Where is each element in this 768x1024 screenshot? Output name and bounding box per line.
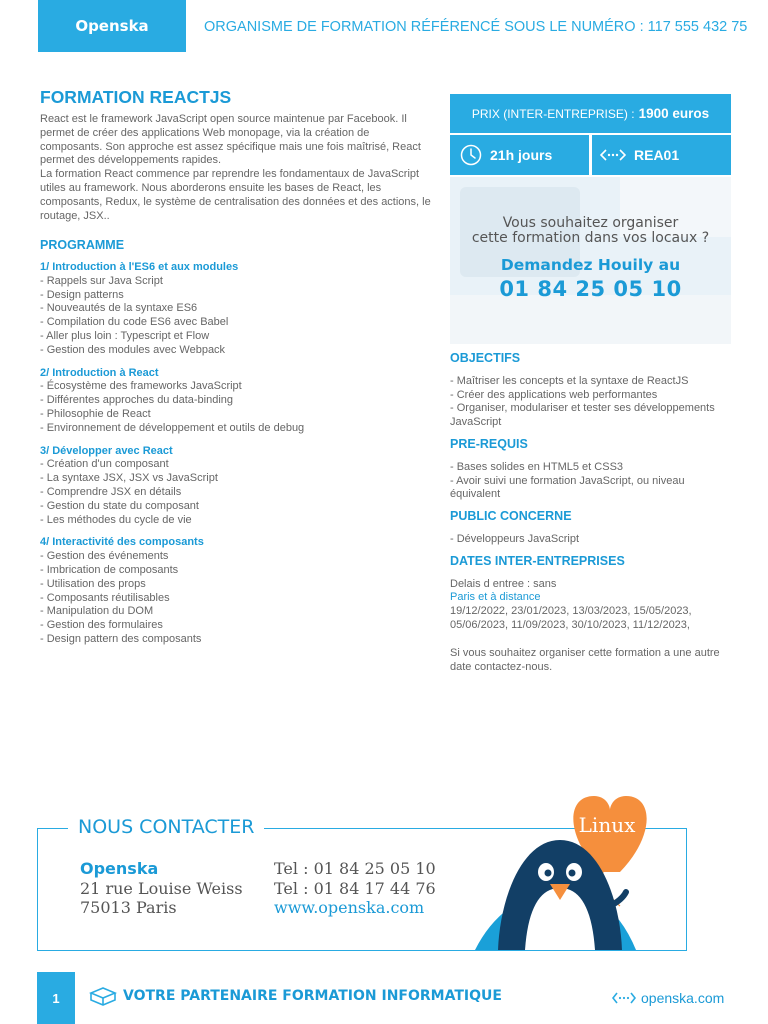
price-banner — [450, 94, 731, 133]
module-item: - Design patterns — [40, 288, 124, 301]
programme-module — [40, 261, 430, 358]
module-item: - Nouveautés de la syntaxe ES6 — [40, 302, 198, 315]
price-label: PRIX (INTER-ENTREPRISE) : — [471, 106, 635, 121]
programme-module — [40, 367, 430, 436]
module-title: 3/ Développer avec React — [40, 444, 173, 457]
module-item: - Rappels sur Java Script — [40, 274, 163, 287]
module-item: - Aller plus loin : Typescript et Flow — [40, 329, 210, 342]
promo-ask: Demandez Houily au — [500, 256, 681, 274]
promo-question-line: cette formation dans vos locaux ? — [471, 230, 710, 246]
course-intro — [40, 113, 432, 223]
prerequisites-list — [450, 461, 734, 502]
brand-logo[interactable] — [38, 0, 186, 52]
objective-item: - Organiser, modulariser et tester ses développements JavaScript — [450, 402, 715, 429]
course-code-box — [592, 135, 731, 175]
module-title: 4/ Interactivité des composants — [40, 536, 204, 549]
entry-delay: Delais d entree : sans — [450, 577, 557, 590]
balloon-label: Linux — [578, 813, 636, 837]
objectives-heading: OBJECTIFS — [450, 351, 521, 365]
objective-item: - Créer des applications web performantes — [450, 388, 658, 401]
footer-site-link[interactable] — [612, 990, 724, 1006]
dates-block — [450, 578, 734, 675]
audience-heading: PUBLIC CONCERNE — [450, 509, 572, 524]
course-details — [450, 352, 734, 682]
dates-heading: DATES INTER-ENTREPRISES — [450, 553, 625, 568]
module-item: - Imbrication de composants — [40, 563, 179, 576]
duration-value: 21h jours — [490, 147, 553, 163]
code-arrows-icon — [612, 992, 636, 1004]
module-item: - Les méthodes du cycle de vie — [40, 513, 192, 526]
module-item: - Environnement de développement et outils de debug — [40, 421, 305, 434]
intro-paragraph: React est le framework JavaScript open source maintenue par Facebook. Il permet de créer des applications Web monopage, via la création de composants. Son approche est assez spécifique mais une fois maîtrisé, React permet des développements rapides. — [40, 113, 421, 167]
brand-name: Openska — [75, 17, 149, 35]
objective-item: - Maîtriser les concepts et la syntaxe de ReactJS — [450, 374, 689, 387]
contact-city: 75013 Paris — [80, 898, 177, 917]
course-title: FORMATION REACTJS — [40, 87, 232, 107]
programme-module — [40, 445, 430, 528]
prerequisites-heading: PRE-REQUIS — [450, 436, 528, 451]
price-value: 1900 euros — [638, 106, 710, 121]
module-item: - Design pattern des composants — [40, 632, 202, 645]
course-code: REA01 — [634, 147, 680, 163]
module-item: - Comprendre JSX en détails — [40, 485, 182, 498]
promo-question — [450, 216, 731, 246]
promo-background-shape — [450, 295, 731, 344]
contact-phone[interactable]: Tel : 01 84 25 05 10 — [274, 859, 436, 878]
page-number — [37, 972, 75, 1024]
module-item: - Différentes approches du data-binding — [40, 394, 234, 407]
module-item: - Utilisation des props — [40, 577, 146, 590]
prerequisite-item: - Bases solides en HTML5 et CSS3 — [450, 460, 624, 473]
module-item: - Compilation du code ES6 avec Babel — [40, 316, 229, 329]
module-item: - Manipulation du DOM — [40, 605, 154, 618]
module-item: - Écosystème des frameworks JavaScript — [40, 380, 242, 393]
contact-phones — [274, 859, 436, 918]
module-item: - La syntaxe JSX, JSX vs JavaScript — [40, 472, 218, 485]
clock-icon — [460, 144, 482, 166]
module-item: - Gestion des événements — [40, 550, 169, 563]
promo-phone[interactable]: 01 84 25 05 10 — [499, 277, 682, 301]
contact-phone[interactable]: Tel : 01 84 17 44 76 — [274, 878, 436, 898]
intro-paragraph: La formation React commence par reprendre les fondamentaux de JavaScript utiles au framework. Nous aborderons ensuite les bases de React, les composants, Redux, le système de centralisation des données et des actions, le routage, JSX.. — [40, 168, 431, 222]
on-site-promo — [450, 177, 731, 344]
programme-list — [40, 261, 430, 656]
footer-slogan: VOTRE PARTENAIRE FORMATION INFORMATIQUE — [123, 988, 502, 1004]
code-arrows-icon — [600, 148, 626, 162]
module-item: - Composants réutilisables — [40, 591, 170, 604]
blocks-icon — [89, 987, 117, 1007]
registration-number: ORGANISME DE FORMATION RÉFÉRENCÉ SOUS LE NUMÉRO : 117 555 432 75 — [204, 19, 748, 35]
footer-site-text: openska.com — [641, 990, 725, 1006]
contact-street: 21 rue Louise Weiss — [80, 878, 243, 898]
module-item: - Philosophie de React — [40, 407, 151, 420]
programme-module — [40, 536, 430, 646]
module-item: - Gestion du state du composant — [40, 499, 199, 512]
dates-list: 19/12/2022, 23/01/2023, 13/03/2023, 15/05/2023, 05/06/2023, 11/09/2023, 30/10/2023, 11/12/2023, — [450, 605, 692, 631]
duration-box — [450, 135, 589, 175]
audience-item: - Développeurs JavaScript — [450, 532, 580, 545]
module-item: - Création d'un composant — [40, 458, 169, 471]
dates-location: Paris et à distance — [450, 591, 541, 604]
page-number-value: 1 — [52, 990, 60, 1006]
contact-company: Openska — [80, 859, 159, 878]
contact-title: NOUS CONTACTER — [68, 816, 264, 838]
objectives-list — [450, 375, 734, 430]
audience-list — [450, 533, 734, 547]
prerequisite-item: - Avoir suivi une formation JavaScript, ou niveau équivalent — [450, 474, 685, 501]
module-title: 1/ Introduction à l'ES6 et aux modules — [40, 261, 239, 273]
contact-website-link[interactable]: www.openska.com — [274, 898, 425, 917]
contact-address — [80, 859, 243, 918]
promo-question-line: Vous souhaitez organiser — [502, 215, 679, 231]
module-title: 2/ Introduction à React — [40, 366, 159, 379]
programme-heading: PROGRAMME — [40, 238, 125, 252]
module-item: - Gestion des modules avec Webpack — [40, 343, 226, 356]
module-item: - Gestion des formulaires — [40, 619, 163, 632]
dates-note: Si vous souhaitez organiser cette formation a une autre date contactez-nous. — [450, 646, 720, 673]
penguin-linux-balloon-illustration — [470, 788, 670, 952]
